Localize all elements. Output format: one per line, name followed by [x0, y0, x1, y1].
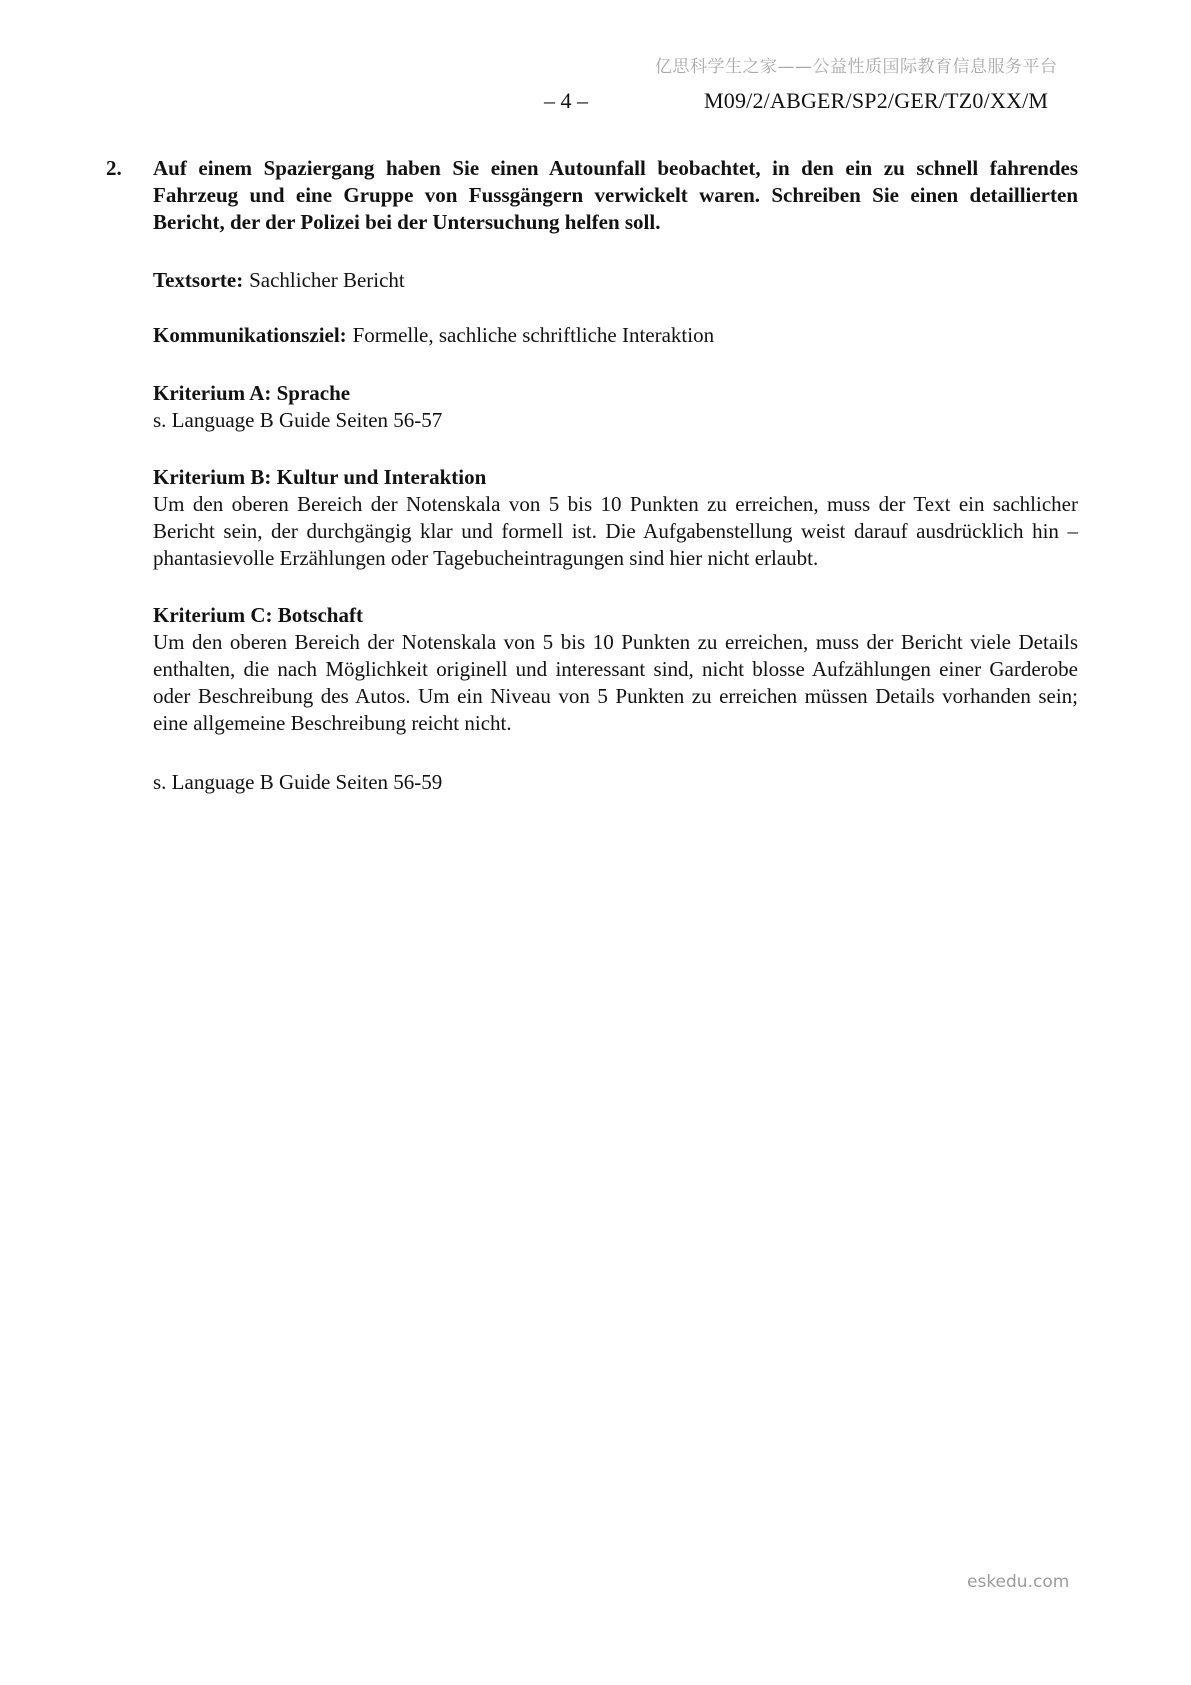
textsorte-label: Textsorte:: [153, 268, 244, 292]
kriterium-c-body: Um den oberen Bereich der Notenskala von 5 bis 10 Punkten zu erreichen, muss der Bericht viele Details enthalten, die nach Möglichkeit originell und interessant sind, nicht blosse Aufzählungen einer Garderobe oder Beschreibung des Autos. Um ein Niveau von 5 Punkten zu erreichen müssen Details vorhanden sein; eine allgemeine Beschreibung reicht nicht.: [153, 630, 1078, 735]
paper-code: M09/2/ABGER/SP2/GER/TZ0/XX/M: [704, 88, 1049, 113]
kriterium-a-section: [106, 380, 1078, 434]
textsorte-value: Sachlicher Bericht: [249, 268, 405, 292]
kriterium-a-body: s. Language B Guide Seiten 56-57: [153, 408, 443, 432]
question-text: Auf einem Spaziergang haben Sie einen Autounfall beobachtet, in den ein zu schnell fahrendes Fahrzeug und eine Gruppe von Fussgängern verwickelt waren. Schreiben Sie einen detaillierten Bericht, der der Polizei bei der Untersuchung helfen soll.: [153, 156, 1078, 234]
question-number: 2.: [106, 156, 122, 180]
guide-reference: s. Language B Guide Seiten 56-59: [153, 770, 443, 794]
kriterium-b-heading: Kriterium B: Kultur und Interaktion: [153, 465, 487, 489]
textsorte-line: [106, 267, 1078, 294]
top-watermark: 亿思科学生之家——公益性质国际教育信息服务平台: [655, 57, 1058, 77]
kriterium-b-body: Um den oberen Bereich der Notenskala von 5 bis 10 Punkten zu erreichen, muss der Text ein sachlicher Bericht sein, der durchgängig klar und formell ist. Die Aufgabenstellung weist darauf ausdrücklich hin – phantasievolle Erzählungen oder Tagebucheintragungen sind hier nicht erlaubt.: [153, 492, 1078, 570]
kommunikationsziel-value: Formelle, sachliche schriftliche Interaktion: [352, 323, 715, 347]
page-number: – 4 –: [544, 88, 588, 113]
kriterium-c-heading: Kriterium C: Botschaft: [153, 603, 363, 627]
kriterium-b-section: [106, 464, 1078, 572]
question-2: [106, 155, 1078, 236]
kriterium-c-section: [106, 602, 1078, 737]
kommunikationsziel-label: Kommunikationsziel:: [153, 323, 347, 347]
kommunikationsziel-line: [106, 322, 1078, 349]
kriterium-a-heading: Kriterium A: Sprache: [153, 381, 351, 405]
markscheme-content: [106, 155, 1078, 796]
bottom-watermark: eskedu.com: [967, 1572, 1070, 1592]
